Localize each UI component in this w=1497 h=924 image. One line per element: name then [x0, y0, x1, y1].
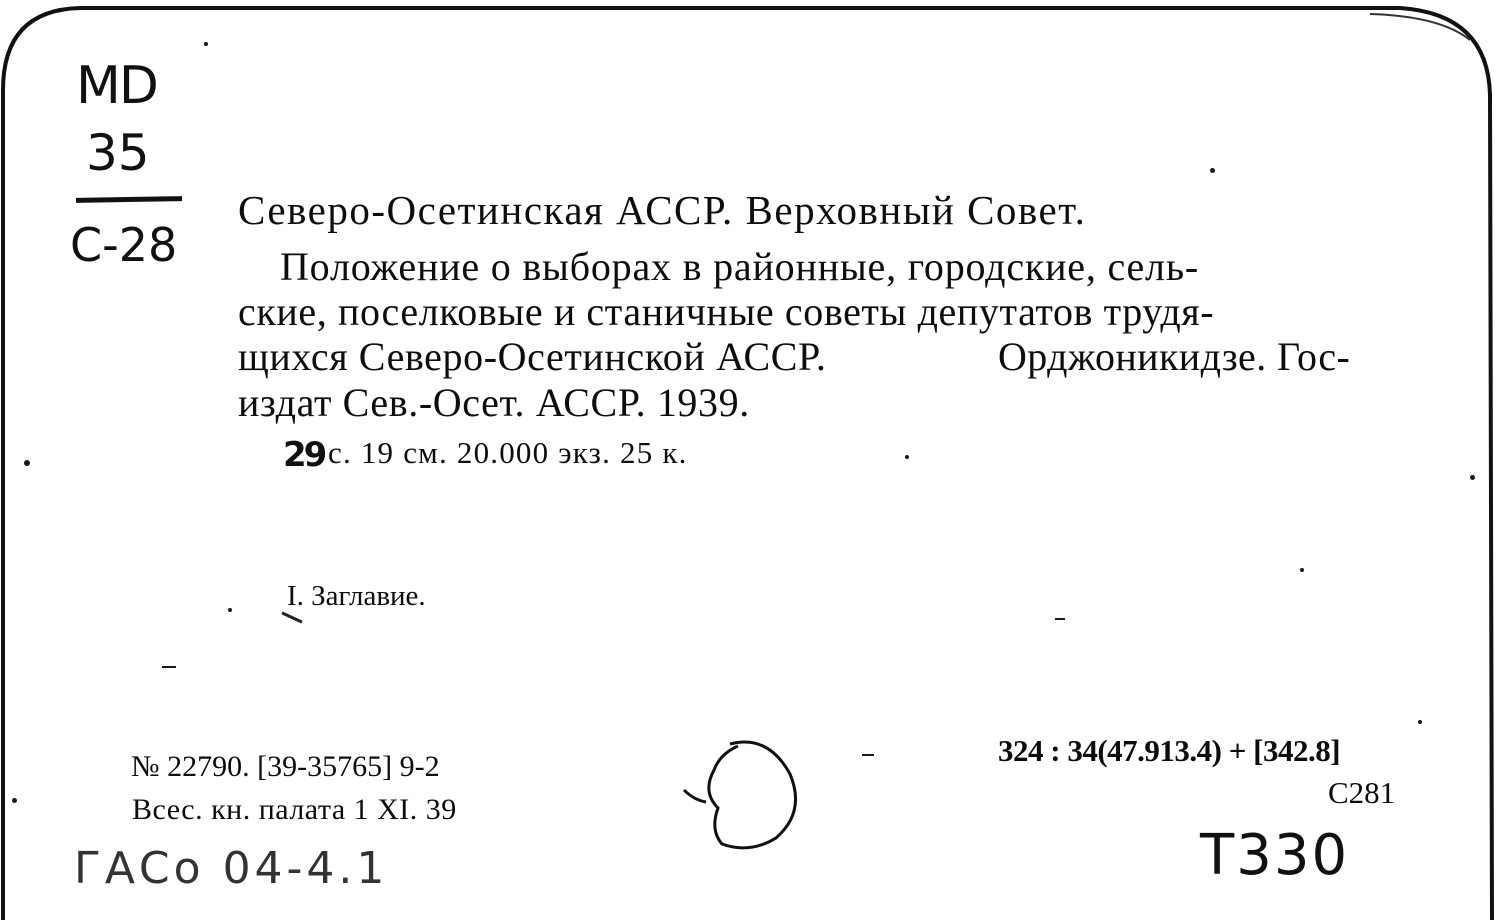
speck	[1470, 475, 1475, 480]
speck	[228, 608, 232, 612]
shelfmark-line3: С-28	[70, 218, 178, 272]
pages-handwritten: 29	[283, 435, 325, 475]
speck	[905, 455, 909, 459]
description-line2: ские, поселковые и станичные советы депутатов трудя-	[238, 289, 1215, 334]
description-line1: Положение о выборах в районные, городские, сель-	[280, 244, 1199, 289]
speck	[862, 754, 874, 756]
description-line3-left: щихся Северо-Осетинской АССР.	[238, 334, 827, 379]
registration-number: № 22790. [39-35765] 9-2	[131, 750, 440, 783]
card-heading: Северо-Осетинская АССР. Верховный Совет.	[238, 187, 1087, 233]
description-line3-right: Орджоникидзе. Гос-	[998, 334, 1351, 379]
handwritten-inventory-number: Т330	[1200, 823, 1350, 888]
handwritten-archive-code: ГАСо 04-4.1	[74, 843, 389, 894]
shelfmark-line1: MD	[76, 56, 157, 116]
cutter-number: С281	[1328, 775, 1396, 810]
speck	[1300, 568, 1304, 572]
speck	[1210, 168, 1215, 173]
speck	[1055, 618, 1065, 620]
registration-chamber: Всес. кн. палата 1 XI. 39	[132, 793, 457, 826]
hand-drawn-oval-mark	[680, 730, 810, 860]
speck	[162, 666, 176, 668]
speck	[204, 42, 208, 46]
classification-code: 324 : 34(47.913.4) + [342.8]	[998, 733, 1341, 768]
shelfmark-line2: 35	[86, 124, 150, 182]
speck	[1418, 720, 1422, 724]
tracing-title-entry: I. Заглавие.	[287, 580, 426, 612]
speck	[24, 460, 30, 466]
collation-text: с. 19 см. 20.000 экз. 25 к.	[328, 435, 688, 470]
speck	[12, 798, 17, 803]
description-line4: издат Сев.-Осет. АССР. 1939.	[238, 380, 750, 425]
